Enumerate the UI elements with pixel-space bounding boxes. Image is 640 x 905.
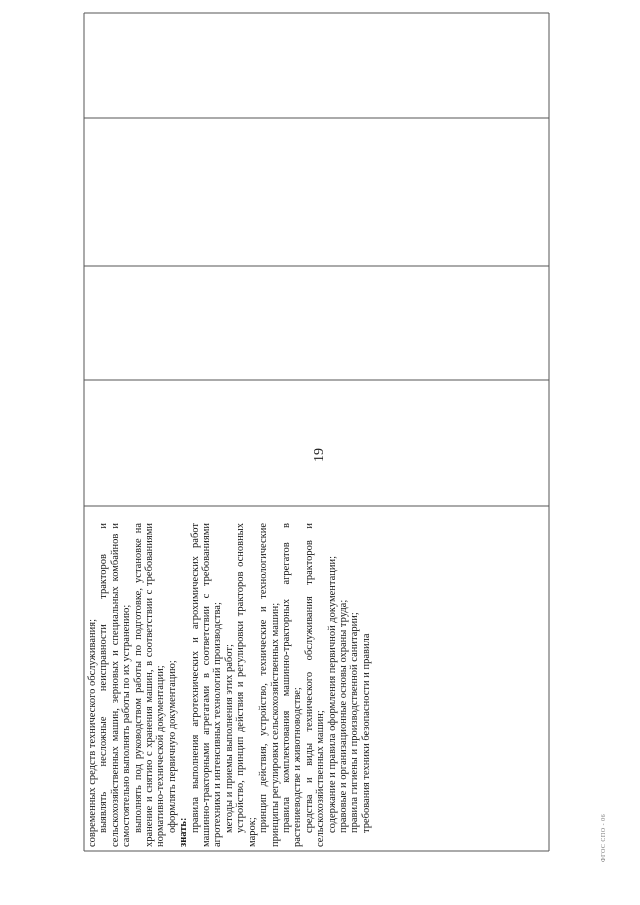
text-paragraph: принцип действия, устройство, технические и технологические принципы регулировки сельскохозяйственных машин; (258, 523, 281, 847)
rotated-table (84, 13, 549, 851)
text-paragraph: правила гигиены и производственной санитарии; (349, 612, 361, 833)
text-paragraph: устройство, принцип действия и регулировки тракторов основных марок; (235, 523, 258, 847)
text-paragraph: современных средств технического обслуживания; (87, 618, 98, 847)
text-paragraph: оформлять первичную документацию; (166, 660, 178, 833)
text-paragraph: содержание и правила оформления первичной документации; (326, 555, 338, 833)
page-number: 19 (312, 448, 327, 462)
margin-note: ФГОС СПО - 06 (601, 813, 607, 863)
rotated-content (84, 13, 549, 851)
text-paragraph: методы и приемы выполнения этих работ; (223, 644, 235, 833)
section-heading: знать: (178, 817, 190, 847)
text-paragraph: средства и виды технического обслуживания тракторов и сельскохозяйственных машин; (303, 523, 327, 847)
text-paragraph: правила выполнения агротехнических и агрохимических работ машинно-тракторными агрегатами в соответствии с требованиями агротехники и интенсивных технологий производства; (189, 523, 224, 847)
text-paragraph: правила комплектования машинно-тракторных агрегатов в растениеводстве и животноводстве; (280, 523, 304, 847)
text-paragraph: правовые и организационные основы охраны труда; (337, 599, 349, 833)
text-paragraph: требования техники безопасности и правила (360, 633, 372, 833)
competency-text-cell (84, 519, 546, 851)
text-paragraph: выявлять несложные неисправности тракторов и сельскохозяйственных машин, зерновых и специальных комбайнов и самостоятельно выполнять работы по их устранению; (98, 523, 133, 847)
text-paragraph: выполнять под руководством работы по подготовке, установке на хранение и снятию с хранения машин, в соответствии с требованиями нормативно-технической документации; (132, 523, 167, 847)
